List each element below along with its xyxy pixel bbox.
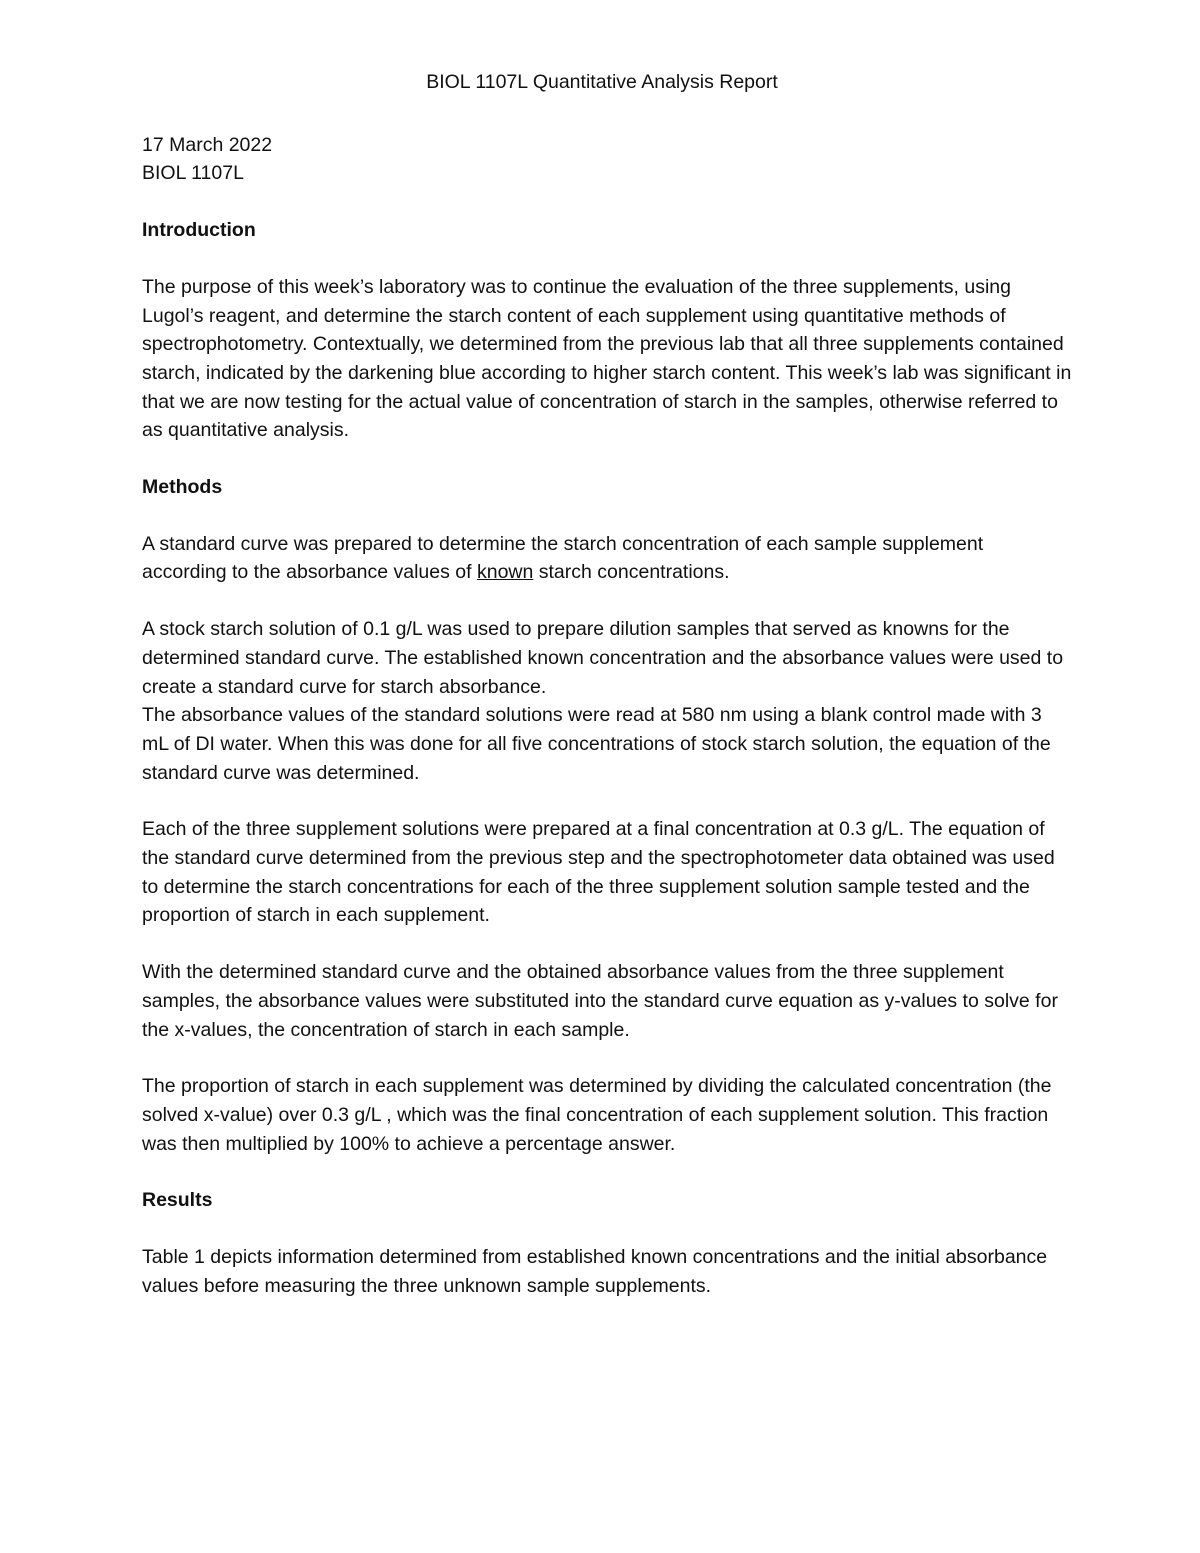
methods-paragraph-1-text-a: A standard curve was prepared to determine the starch concentration of each sample supplement according to the absorbance values of	[142, 532, 984, 584]
introduction-paragraph: The purpose of this week’s laboratory was to continue the evaluation of the three supplements, using Lugol’s reagent, and determine the starch content of each supplement using quantitative methods of spectrophotometry. Contextually, we determined from the previous lab that all three supplements contained starch, indicated by the darkening blue according to higher starch content. This week’s lab was significant in that we are now testing for the actual value of concentration of starch in the samples, otherwise referred to as quantitative analysis.	[142, 275, 1072, 442]
introduction-heading: Introduction	[142, 219, 256, 242]
methods-paragraph-2: A stock starch solution of 0.1 g/L was used to prepare dilution samples that served as knowns for the determined standard curve. The established known concentration and the absorbance values were used to create a standard curve for starch absorbance.	[142, 618, 1064, 698]
document-page	[142, 68, 1072, 1329]
methods-paragraph-6: The proportion of starch in each supplement was determined by dividing the calculated concentration (the solved x-value) over 0.3 g/L , which was the final concentration of each supplement solution. This fraction was then multiplied by 100% to achieve a percentage answer.	[142, 1075, 1052, 1155]
document-course: BIOL 1107L	[142, 162, 244, 185]
methods-paragraph-1-text-b: starch concentrations.	[533, 561, 730, 584]
document-title: BIOL 1107L Quantitative Analysis Report	[426, 71, 778, 93]
methods-paragraph-1	[142, 530, 1072, 587]
methods-paragraph-1-underlined: known	[476, 561, 534, 584]
methods-heading: Methods	[142, 476, 223, 499]
document-meta	[142, 131, 1072, 188]
results-heading: Results	[142, 1189, 213, 1212]
document-date: 17 March 2022	[142, 133, 273, 156]
results-paragraph: Table 1 depicts information determined from established known concentrations and the initial absorbance values before measuring the three unknown sample supplements.	[142, 1246, 1048, 1297]
methods-paragraph-4: Each of the three supplement solutions were prepared at a final concentration at 0.3 g/L. The equation of the standard curve determined from the previous step and the spectrophotometer data obtained was used to determine the starch concentrations for each of the three supplement solution sample tested and the proportion of starch in each supplement.	[142, 818, 1055, 927]
methods-paragraph-5: With the determined standard curve and the obtained absorbance values from the three supplement samples, the absorbance values were substituted into the standard curve equation as y-values to solve for the x-values, the concentration of starch in each sample.	[142, 961, 1058, 1041]
methods-paragraph-3: The absorbance values of the standard solutions were read at 580 nm using a blank control made with 3 mL of DI water. When this was done for all five concentrations of stock starch solution, the equation of the standard curve was determined.	[142, 704, 1051, 784]
